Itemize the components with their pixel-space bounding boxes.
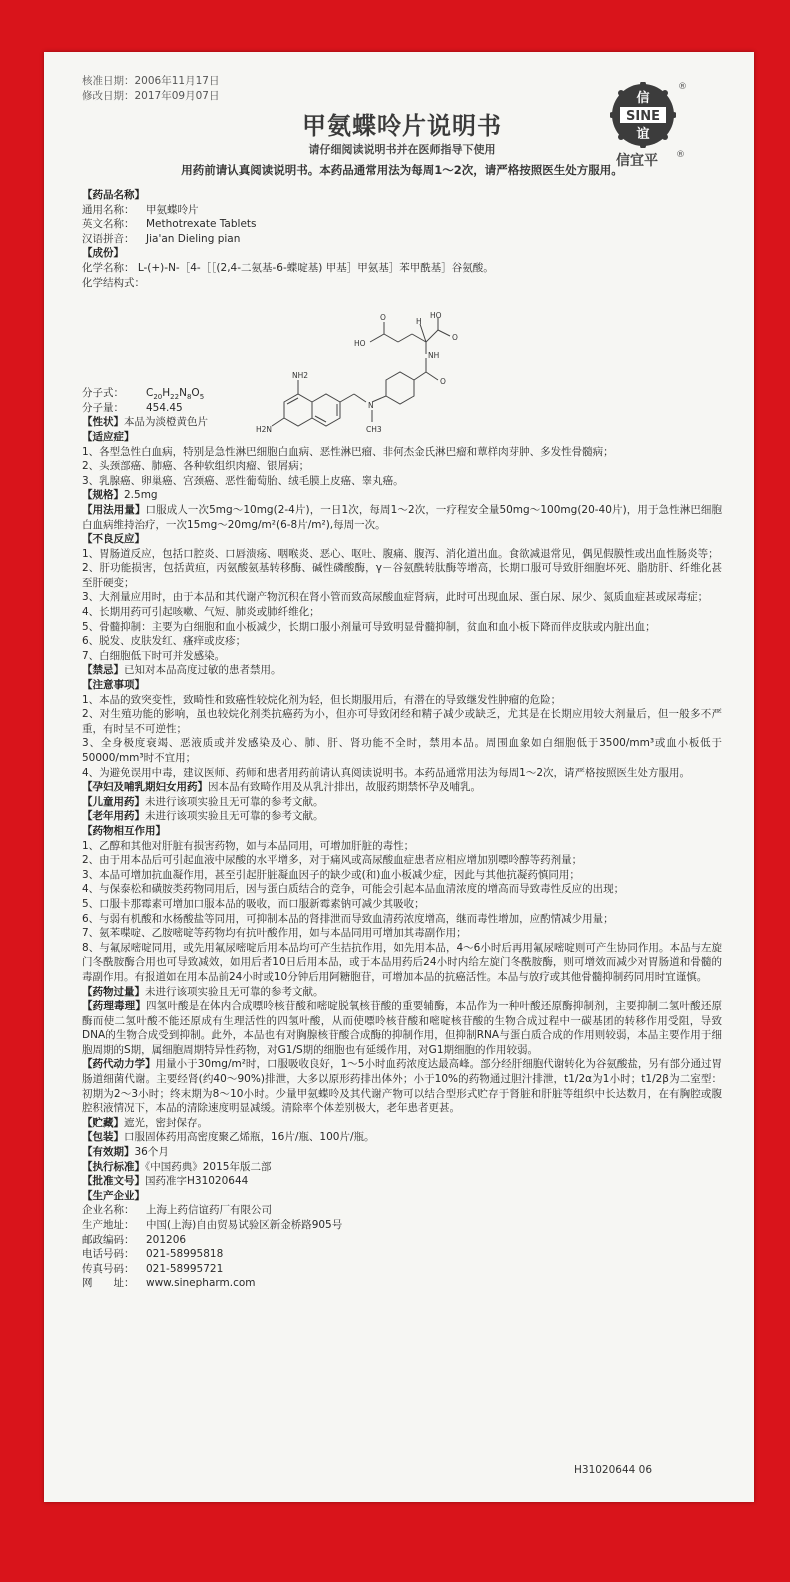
section-paragraph [82, 824, 722, 839]
row-value: www.sinepharm.com [146, 1277, 256, 1290]
section-text: 8、与氟尿嘧啶同用，或先用氟尿嘧啶后用本品均可产生拮抗作用，如先用本品，4～6小时后再用氟尿嘧啶则可产生协同作用。本品与左旋门冬酰胺酶合用也可导致减效，如用后者10日后用本品，或于本品用药后24小时内给左旋门冬酰胺酶，则可增效而减少对胃肠道和骨髓的毒副作用。有报道如在用本品前24小时或10分钟后用阿糖胞苷，可增加本品的抗癌活性。本品与放疗或其他骨髓抑制药同用时宜谨慎。 [82, 941, 722, 983]
n-methyl-label: N [368, 401, 374, 410]
section-paragraph [82, 634, 722, 649]
section-paragraph [82, 1116, 722, 1131]
row-value: 上海上药信谊药厂有限公司 [146, 1204, 272, 1217]
section-heading: 【药物过量】 [82, 985, 145, 998]
section-heading: 【药物相互作用】 [82, 824, 166, 837]
section-heading: 【规格】 [82, 489, 124, 502]
section-text: 用量小于30mg/m²时，口服吸收良好，1～5小时血药浓度达最高峰。部分经肝细胞代谢转化为谷氨酸盐，另有部分通过胃肠道细菌代谢。主要经肾(约40～90%)排泄，大多以原形药排出体外；小于10%的药物通过胆汁排泄，t1/2α为1小时；t1/2β为二室型：初期为2～3小时；终末期为8～10小时。少量甲氨蝶呤及其代谢产物可以结合型形式贮存于肾脏和肝脏等组织中长达数月，在有胸腔或腹腔积液情况下，本品的清除速度明显减缓。清除率个体差别极大，老年患者更甚。 [82, 1058, 723, 1115]
section-paragraph [82, 1174, 722, 1189]
section-heading: 【有效期】 [82, 1146, 135, 1159]
section-text: 6、与弱有机酸和水杨酸盐等同用，可抑制本品的肾排泄而导致血清药浓度增高，继而毒性增加，应酌情减少用量； [82, 912, 614, 925]
approval-date: 核准日期：2006年11月17日 [82, 75, 220, 87]
section-heading: 【适应症】 [82, 430, 135, 443]
structure-space [82, 290, 722, 386]
o-amide-label: O [440, 377, 446, 386]
leaflet-paper [44, 52, 754, 1502]
logo-reg-mark: ® [678, 82, 687, 92]
section-text: 7、氨苯喋啶、乙胺嘧啶等药物均有抗叶酸作用，如与本品同用可增加其毒副作用； [82, 927, 467, 940]
section-paragraph [82, 605, 722, 620]
section-text: 未进行该项实验且无可靠的参考文献。 [145, 810, 324, 823]
section-paragraph [82, 853, 722, 868]
section-paragraph [82, 985, 722, 1000]
section-text: 4、与保泰松和磺胺类药物同用后，因与蛋白质结合的竞争，可能会引起本品血清浓度的增高而导致毒性反应的出现； [82, 883, 625, 896]
nh-label: NH [428, 351, 440, 360]
section-paragraph [82, 547, 722, 562]
leaflet-sections [82, 415, 722, 1203]
section-paragraph [82, 474, 722, 489]
section-heading: 【孕妇及哺乳期妇女用药】 [82, 781, 208, 794]
row-value: 甲氨蝶呤片 [146, 203, 199, 216]
revision-date: 修改日期：2017年09月07日 [82, 90, 220, 102]
formula-row [82, 386, 722, 401]
dates-block [82, 74, 722, 104]
row-value: 021-58995818 [146, 1248, 224, 1261]
section-heading: 【生产企业】 [82, 1189, 145, 1202]
manufacturer-row [82, 1247, 722, 1262]
section-paragraph [82, 445, 722, 460]
section-paragraph [82, 678, 722, 693]
manufacturer-row [82, 1233, 722, 1248]
section-text: 6、脱发、皮肤发红、瘙痒或皮疹； [82, 635, 247, 648]
row-key: 企业名称： [82, 1204, 135, 1217]
section-text: 4、为避免误用中毒，建议医师、药师和患者用药前请认真阅读说明书。本药品通常用法为每周1～2次，请严格按照医生处方服用。 [82, 766, 691, 779]
section-text: 5、骨髓抑制：主要为白细胞和血小板减少，长期口服小剂量可导致明显骨髓抑制，贫血和血小板下降而伴皮肤或内脏出血； [82, 620, 656, 633]
drug-name-row [82, 203, 722, 218]
section-text: 3、大剂量应用时，由于本品和其代谢产物沉积在肾小管而致高尿酸血症肾病，此时可出现血尿、蛋白尿、尿少、氮质血症甚或尿毒症； [82, 591, 709, 604]
section-text: 遮光，密封保存。 [124, 1116, 208, 1129]
drug-name-row [82, 217, 722, 232]
formula-value: $C_{20}H_{22}N_8O_5$ [146, 387, 205, 402]
section-paragraph [82, 868, 722, 883]
section-heading: 【性状】 [82, 416, 124, 429]
section-text: 2、对生殖功能的影响，虽也较烷化剂类抗癌药为小，但亦可导致闭经和精子减少或缺乏，尤其是在长期应用较大剂量后，但一般多不严重，有时呈不可逆性； [82, 708, 722, 735]
section-paragraph [82, 430, 722, 445]
section-text: 5、口服卡那霉素可增加口服本品的吸收，而口服新霉素钠可减少其吸收； [82, 897, 425, 910]
row-key: 网 址： [82, 1277, 135, 1290]
section-text: 1、各型急性白血病，特别是急性淋巴细胞白血病、恶性淋巴瘤、非何杰金氏淋巴瘤和蕈样肉芽肿、多发性骨髓病； [82, 445, 614, 458]
section-paragraph [82, 561, 722, 590]
logo-bot-char: 谊 [636, 127, 650, 142]
section-paragraph [82, 897, 722, 912]
section-text: 口服固体药用高密度聚乙烯瓶，16片/瓶、100片/瓶。 [124, 1131, 375, 1144]
logo-mid-text: SINE [626, 109, 660, 124]
section-paragraph [82, 882, 722, 897]
section-paragraph [82, 620, 722, 635]
o-side-label: O [380, 313, 386, 322]
section-text: 四氢叶酸是在体内合成嘌呤核苷酸和嘧啶脱氧核苷酸的重要辅酶，本品作为一种叶酸还原酶抑制剂，主要抑制二氢叶酸还原酶而使二氢叶酸不能还原成有生理活性的四氢叶酸，从而使嘌呤核苷酸和嘧啶核苷酸的生物合成过程中一碳基团的转移作用受阻，导致DNA的生物合成受到抑制。此外，本品也有对胸腺核苷酸合成酶的抑制作用，但抑制RNA与蛋白质合成的作用则较弱，本品主要作用于细胞周期的S期，属细胞周期特异性药物，对G1/S期的细胞也有延缓作用，对G1期细胞的作用较弱。 [82, 1000, 723, 1056]
row-key: 电话号码： [82, 1248, 135, 1261]
manufacturer-row [82, 1262, 722, 1277]
section-paragraph [82, 780, 722, 795]
section-paragraph [82, 1189, 722, 1204]
section-heading: 【注意事项】 [82, 679, 145, 692]
chem-name: 化学名称： L-(+)-N-［4-［［(2,4-二氨基-6-蝶啶基) 甲基］甲氨基］苯甲酰基］谷氨酸。 [82, 261, 494, 274]
section-text: 未进行该项实验且无可靠的参考文献。 [145, 795, 324, 808]
section-text: 已知对本品高度过敏的患者禁用。 [124, 664, 282, 677]
weight-label: 分子量： [82, 401, 124, 414]
section-paragraph [82, 1160, 722, 1175]
nh2-top-label: NH2 [292, 371, 309, 380]
section-text: 2、头颈部癌、肺癌、各种软组织肉瘤、银屑病； [82, 460, 310, 473]
manufacturer-row [82, 1276, 722, 1291]
weight-row [82, 401, 722, 416]
section-text: 36个月 [134, 1146, 169, 1159]
section-text: 7、白细胞低下时可并发感染。 [82, 649, 226, 662]
section-heading: 【贮藏】 [82, 1116, 124, 1129]
section-paragraph [82, 912, 722, 927]
structure-label: 化学结构式： [82, 276, 145, 289]
page-subtitle: 请仔细阅读说明书并在医师指导下使用 [308, 143, 496, 156]
section-heading: 【禁忌】 [82, 664, 124, 677]
drug-name-row [82, 232, 722, 247]
row-key: 汉语拼音： [82, 232, 135, 245]
section-text: 未进行该项实验且无可靠的参考文献。 [145, 985, 324, 998]
page-title: 甲氨蝶呤片说明书 [302, 112, 502, 140]
section-paragraph [82, 1057, 722, 1115]
composition-heading: 【成份】 [82, 247, 124, 260]
section-heading: 【批准文号】 [82, 1175, 145, 1188]
row-key: 传真号码： [82, 1262, 135, 1275]
brand-reg-mark: ® [676, 150, 685, 160]
document-code: H31020644 06 [574, 1464, 653, 1476]
ho-side-label: HO [354, 339, 366, 348]
section-heading: 【执行标准】 [82, 1160, 145, 1173]
section-paragraph [82, 1130, 722, 1145]
section-paragraph [82, 809, 722, 824]
row-value: 201206 [146, 1233, 187, 1246]
section-text: 2、由于用本品后可引起血液中尿酸的水平增多，对于痛风或高尿酸血症患者应相应增加别嘌呤醇等药剂量； [82, 854, 583, 867]
section-text: 3、乳腺癌、卵巢癌、宫颈癌、恶性葡萄胎、绒毛膜上皮癌、睾丸癌。 [82, 474, 404, 487]
section-text: 口服成人一次5mg～10mg(2-4片)，一日1次，每周1～2次，一疗程安全量50mg～100mg(20-40片)，用于急性淋巴细胞白血病维持治疗，一次15mg～20mg/m²(6-8片/m²),每周一次。 [82, 503, 723, 531]
ch3-label: CH3 [366, 425, 382, 434]
section-paragraph [82, 459, 722, 474]
section-paragraph [82, 707, 722, 736]
section-paragraph [82, 663, 722, 678]
section-paragraph [82, 941, 722, 985]
row-value: 中国(上海)自由贸易试验区新金桥路905号 [146, 1219, 343, 1231]
section-text: 国药准字H31020644 [145, 1175, 249, 1188]
manufacturer-rows [82, 1203, 722, 1291]
drug-name-heading: 【药品名称】 [82, 189, 145, 201]
section-paragraph [82, 999, 722, 1057]
section-paragraph [82, 736, 722, 765]
row-key: 通用名称： [82, 203, 135, 216]
section-text: 本品为淡橙黄色片 [124, 416, 208, 429]
row-value: Methotrexate Tablets [146, 218, 257, 231]
row-key: 英文名称： [82, 218, 135, 231]
section-text: 4、长期用药可引起咳嗽、气短、肺炎或肺纤维化； [82, 606, 320, 619]
section-paragraph [82, 503, 722, 532]
section-paragraph [82, 693, 722, 708]
row-value: 021-58995721 [146, 1262, 224, 1275]
section-paragraph [82, 926, 722, 941]
section-text: 《中国药典》2015年版二部 [145, 1160, 272, 1173]
section-paragraph [82, 1145, 722, 1160]
section-paragraph [82, 795, 722, 810]
section-heading: 【用法用量】 [82, 503, 146, 516]
section-text: 2、肝功能损害，包括黄疸，丙氨酸氨基转移酶、碱性磷酸酶，γ－谷氨酰转肽酶等增高，长期口服可导致肝细胞坏死、脂肪肝、纤维化甚至肝硬变； [82, 562, 722, 589]
logo-top-char: 信 [636, 91, 650, 106]
section-heading: 【儿童用药】 [82, 795, 145, 808]
section-text: 2.5mg [124, 489, 158, 502]
leaflet-content [82, 74, 722, 1291]
ho-acid-label: HO [430, 311, 442, 320]
section-text: 1、乙醇和其他对肝脏有损害药物，如与本品同用，可增加肝脏的毒性； [82, 839, 415, 852]
row-key: 生产地址： [82, 1219, 135, 1231]
section-text: 因本品有致畸作用及从乳汁排出，故服药期禁怀孕及哺乳。 [208, 781, 481, 794]
section-paragraph [82, 649, 722, 664]
section-paragraph [82, 488, 722, 503]
drug-name-rows [82, 203, 722, 247]
section-text: 1、胃肠道反应，包括口腔炎、口唇溃疡、咽喉炎、恶心、呕吐、腹痛、腹泻、消化道出血。食欲减退常见，偶见假膜性或出血性肠炎等； [82, 547, 719, 560]
section-paragraph [82, 590, 722, 605]
section-paragraph [82, 532, 722, 547]
section-heading: 【不良反应】 [82, 533, 145, 546]
manufacturer-row [82, 1203, 722, 1218]
section-heading: 【包装】 [82, 1131, 124, 1144]
h-label: H [416, 317, 422, 326]
section-heading: 【药代动力学】 [82, 1058, 156, 1071]
section-paragraph [82, 415, 722, 430]
section-paragraph [82, 766, 722, 781]
row-value: Jia'an Dieling pian [146, 232, 241, 245]
usage-notice: 用药前请认真阅读说明书。本药品通常用法为每周1～2次，请严格按照医生处方服用。 [181, 163, 623, 177]
o-acid-label: O [452, 333, 458, 342]
brand-name: 信宜平 [616, 153, 658, 169]
weight-value: 454.45 [146, 401, 183, 414]
manufacturer-row [82, 1218, 722, 1233]
row-key: 邮政编码： [82, 1233, 135, 1246]
section-paragraph [82, 839, 722, 854]
section-text: 1、本品的致突变性，致畸性和致癌性较烷化剂为轻，但长期服用后，有潜在的导致继发性肿瘤的危险； [82, 693, 562, 706]
section-heading: 【老年用药】 [82, 810, 145, 823]
section-heading: 【药理毒理】 [82, 1000, 147, 1013]
section-text: 3、全身极度衰竭、恶液质或并发感染及心、肺、肝、肾功能不全时，禁用本品。周围血象如白细胞低于3500/mm³或血小板低于50000/mm³时不宜用； [82, 737, 722, 764]
formula-label: 分子式： [82, 387, 124, 400]
section-text: 3、本品可增加抗血凝作用，甚至引起肝脏凝血因子的缺少或(和)血小板减少症，因此与其他抗凝药慎同用； [82, 868, 580, 881]
nh2-left-label: H2N [256, 425, 273, 434]
